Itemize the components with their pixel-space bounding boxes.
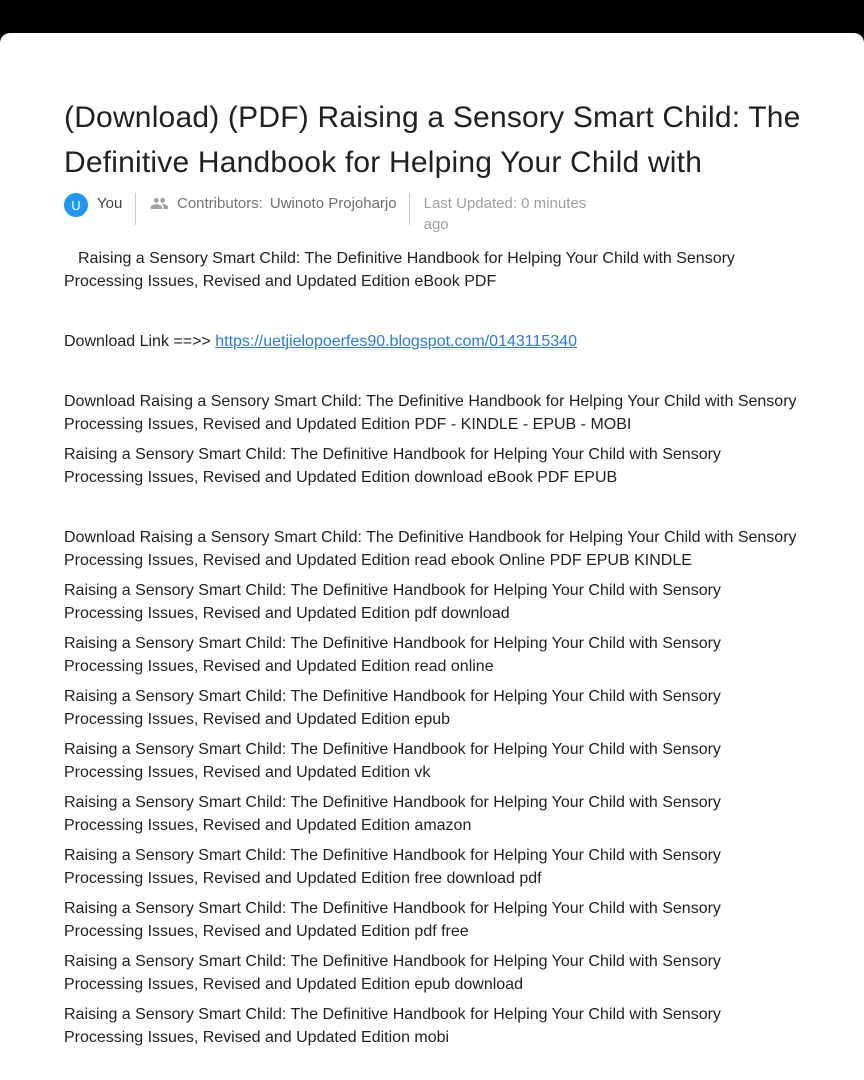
byline (64, 193, 802, 235)
download-link[interactable]: https://uetjielopoerfes90.blogspot.com/0143115340 (215, 333, 577, 350)
body-paragraph: Raising a Sensory Smart Child: The Definitive Handbook for Helping Your Child with Sensory Processing Issues, Revised and Updated Edition download eBook PDF EPUB (64, 446, 721, 486)
byline-divider (135, 193, 136, 225)
avatar[interactable] (64, 193, 88, 217)
page-title: (Download) (PDF) Raising a Sensory Smart Child: The Definitive Handbook for Helping Your Child with (64, 101, 801, 179)
spacer (64, 360, 802, 390)
body-paragraph: Raising a Sensory Smart Child: The Definitive Handbook for Helping Your Child with Sensory Processing Issues, Revised and Updated Edition pdf free (64, 900, 721, 940)
body-paragraph: Raising a Sensory Smart Child: The Definitive Handbook for Helping Your Child with Sensory Processing Issues, Revised and Updated Edition free download pdf (64, 847, 721, 887)
body-paragraph: Raising a Sensory Smart Child: The Definitive Handbook for Helping Your Child with Sensory Processing Issues, Revised and Updated Edition epub download (64, 953, 721, 993)
spacer (64, 300, 802, 330)
byline-divider (409, 193, 410, 225)
contributors-value[interactable]: Uwinoto Projoharjo (269, 195, 397, 212)
body-paragraph: Raising a Sensory Smart Child: The Definitive Handbook for Helping Your Child with Sensory Processing Issues, Revised and Updated Edition amazon (64, 794, 721, 834)
body-paragraph: Raising a Sensory Smart Child: The Definitive Handbook for Helping Your Child with Sensory Processing Issues, Revised and Updated Edition read online (64, 635, 721, 675)
contributors-people-icon (150, 194, 169, 213)
contributors-label: Contributors: (177, 195, 263, 212)
body-paragraph: Raising a Sensory Smart Child: The Definitive Handbook for Helping Your Child with Sensory Processing Issues, Revised and Updated Edition vk (64, 741, 721, 781)
download-link-prefix: Download Link ==>> (64, 333, 216, 350)
body-paragraph: Download Raising a Sensory Smart Child: The Definitive Handbook for Helping Your Child with Sensory Processing Issues, Revised and Updated Edition read ebook Online PDF EPUB KINDLE (64, 529, 797, 569)
download-line (64, 330, 802, 353)
author-name[interactable]: You (97, 195, 123, 212)
intro-paragraph: Raising a Sensory Smart Child: The Definitive Handbook for Helping Your Child with Sensory Processing Issues, Revised and Updated Edition eBook PDF (64, 250, 735, 290)
article-card (0, 33, 864, 1080)
body-paragraph: Raising a Sensory Smart Child: The Definitive Handbook for Helping Your Child with Sensory Processing Issues, Revised and Updated Edition mobi (64, 1006, 721, 1046)
last-updated-text: Last Updated: 0 minutes ago (423, 195, 587, 233)
body-paragraph: Download Raising a Sensory Smart Child: The Definitive Handbook for Helping Your Child with Sensory Processing Issues, Revised and Updated Edition PDF - KINDLE - EPUB - MOBI (64, 393, 797, 433)
spacer (64, 496, 802, 526)
article-content (0, 33, 864, 1049)
body-paragraph: Raising a Sensory Smart Child: The Definitive Handbook for Helping Your Child with Sensory Processing Issues, Revised and Updated Edition pdf download (64, 582, 721, 622)
avatar-initial: U (71, 197, 81, 213)
body-paragraph: Raising a Sensory Smart Child: The Definitive Handbook for Helping Your Child with Sensory Processing Issues, Revised and Updated Edition epub (64, 688, 721, 728)
